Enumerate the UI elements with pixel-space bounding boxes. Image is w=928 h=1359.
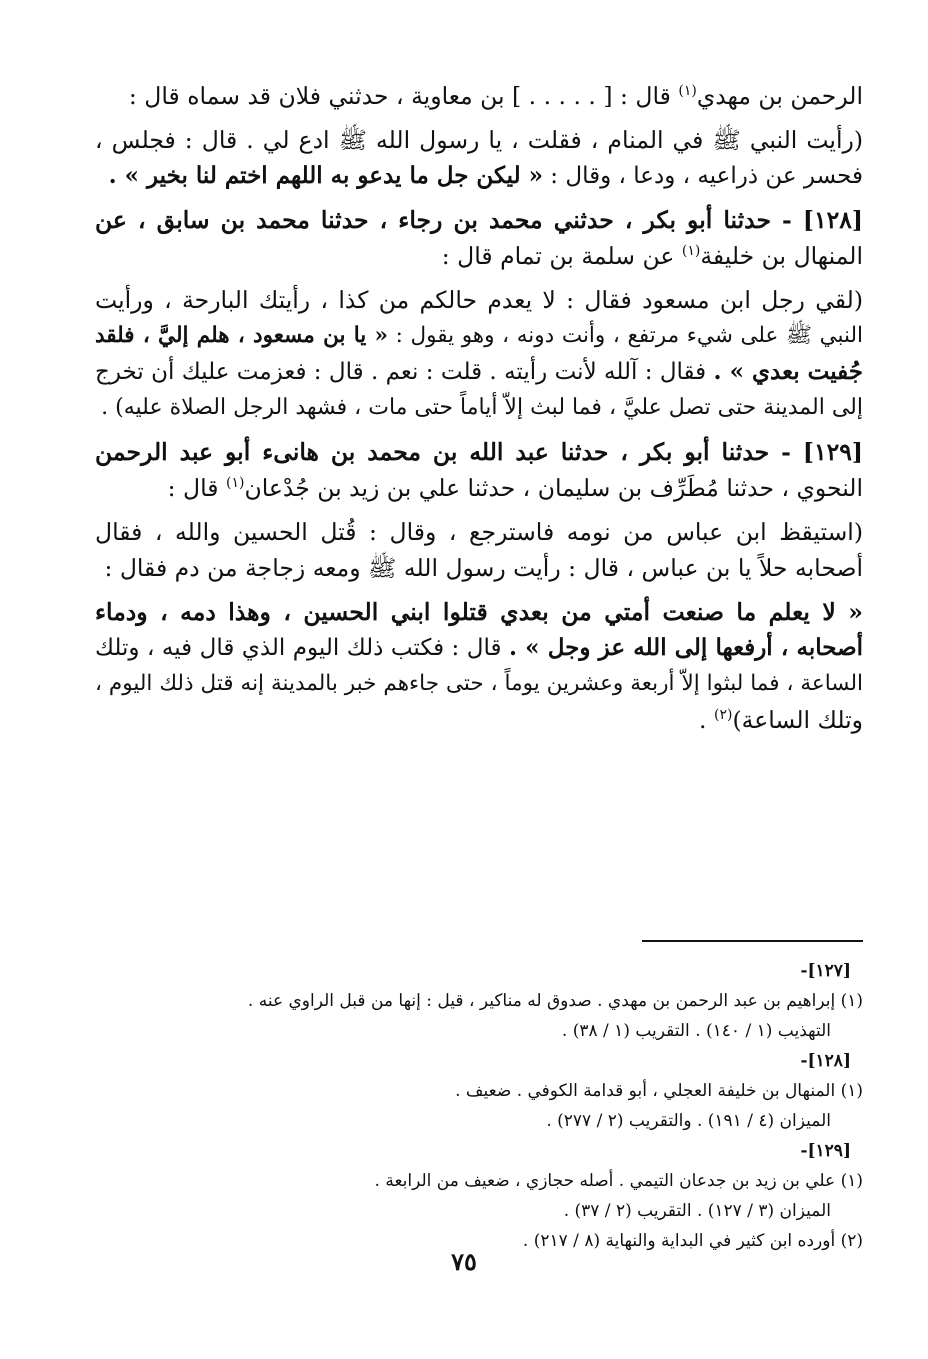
footnote-ref[interactable]: (٢) xyxy=(713,707,733,724)
text-run: الرحمن بن مهدي xyxy=(696,82,863,110)
main-text xyxy=(95,78,863,738)
paragraph-narration-dream xyxy=(95,122,863,194)
text-line xyxy=(95,702,863,738)
paragraph-hadith-128 xyxy=(95,202,863,274)
footnote-divider xyxy=(642,940,863,942)
text-line xyxy=(95,354,863,390)
paragraph-narration-ibn-masud xyxy=(95,282,863,426)
text-line xyxy=(95,470,863,506)
text-line xyxy=(95,318,863,354)
footnote-item: (١) إبراهيم بن عبد الرحمن بن مهدي . صدوق له مناكير ، قيل : إنها من قبل الراوي عنه . xyxy=(247,991,863,1011)
text-line xyxy=(95,78,863,114)
hadith-quote: « ليكن جل ما يدعو به اللهم اختم لنا بخير » . xyxy=(108,162,543,189)
paragraph-narration-ibn-abbas xyxy=(95,514,863,586)
text-line xyxy=(95,202,863,238)
footnote-citation: الميزان (٤ / ١٩١) . والتقريب (٢ / ٢٧٧) . xyxy=(546,1111,831,1131)
hadith-quote: « يا بن مسعود ، هلم إليَّ ، فلقد xyxy=(95,323,388,348)
text-line: أصحابه حلاً يا بن عباس ، قال : رأيت رسول الله ﷺ ومعه زجاجة من دم فقال : xyxy=(104,554,863,582)
hadith-heading-129: [١٢٩] - حدثنا أبو بكر ، حدثنا عبد الله بن محمد بن هانىء أبو عبد الرحمن xyxy=(95,438,863,466)
text-run: قال : xyxy=(167,474,219,502)
footnote-ref[interactable]: (١) xyxy=(678,83,697,100)
book-page xyxy=(95,78,864,1251)
text-line xyxy=(95,158,863,194)
text-line: إلى المدينة حتى تصل عليَّ ، فما لبث إلاّ أياماً حتى مات ، فشهد الرجل الصلاة عليه) . xyxy=(101,395,863,420)
footnote-item: (٢) أورده ابن كثير في البداية والنهاية (٨ / ٢١٧) . xyxy=(522,1231,863,1251)
text-line: (لقي رجل ابن مسعود فقال : لا يعدم حالكم من كذا ، رأيتك البارحة ، ورأيت xyxy=(95,286,863,314)
footnotes xyxy=(95,956,863,1256)
text-run: المنهال بن خليفة xyxy=(700,242,863,270)
page-number: ٧٥ xyxy=(451,1247,477,1276)
text-run: قال : [ . . . . . ] بن معاوية ، حدثني فلان قد سماه قال : xyxy=(128,82,671,110)
text-run: . xyxy=(699,706,707,734)
paragraph-continuation xyxy=(95,78,863,114)
text-line xyxy=(95,238,863,274)
text-line: (استيقظ ابن عباس من نومه فاسترجع ، وقال : قُتل الحسين والله ، فقال xyxy=(95,518,863,546)
footnote-section-label: [١٢٧]- xyxy=(800,961,851,981)
footnote-section-label: [١٢٨]- xyxy=(800,1051,851,1071)
text-line: الساعة ، فما لبثوا إلاّ أربعة وعشرين يوماً ، حتى جاءهم خبر بالمدينة إنه قتل ذلك اليوم ، xyxy=(95,671,863,696)
text-run: فقال : آلله لأنت رأيته . قلت : نعم . قال : فعزمت عليك أن تخرج xyxy=(95,359,707,385)
hadith-quote: « لا يعلم ما صنعت أمتي من بعدي قتلوا ابني الحسين ، وهذا دمه ، ودماء xyxy=(95,598,863,626)
footnote-section-label: [١٢٩]- xyxy=(800,1141,851,1161)
footnote-item: (١) المنهال بن خليفة العجلي ، أبو قدامة الكوفي . ضعيف . xyxy=(455,1081,863,1101)
text-run: النحوي ، حدثنا مُطَرِّف بن سليمان ، حدثنا علي بن زيد بن جُدْعان xyxy=(244,474,863,502)
text-run: فحسر عن ذراعيه ، ودعا ، وقال : xyxy=(550,163,863,189)
footnote-citation: الميزان (٣ / ١٢٧) . التقريب (٢ / ٣٧) . xyxy=(563,1201,831,1221)
text-line xyxy=(95,434,863,470)
text-run: عن سلمة بن تمام قال : xyxy=(441,242,675,270)
footnote-ref[interactable]: (١) xyxy=(225,475,245,492)
hadith-heading-128: [١٢٨] - حدثنا أبو بكر ، حدثني محمد بن رجاء ، حدثنا محمد بن سابق ، عن xyxy=(95,206,863,234)
hadith-quote: جُفيت بعدي » . xyxy=(713,358,864,385)
hadith-quote: أصحابه ، أرفعها إلى الله عز وجل » . xyxy=(508,634,863,661)
text-run: قال : فكتب ذلك اليوم الذي قال فيه ، وتلك xyxy=(95,635,502,661)
text-line xyxy=(95,630,863,666)
footnote-citation: التهذيب (١ / ١٤٠) . التقريب (١ / ٣٨) . xyxy=(561,1021,831,1041)
paragraph-prophet-quote xyxy=(95,594,863,738)
text-line: (رأيت النبي ﷺ في المنام ، فقلت ، يا رسول الله ﷺ ادع لي . قال : فجلس ، xyxy=(95,126,863,154)
footnote-ref[interactable]: (١) xyxy=(681,243,701,260)
text-run: وتلك الساعة) xyxy=(732,706,863,734)
paragraph-hadith-129 xyxy=(95,434,863,506)
text-run: النبي ﷺ على شيء مرتفع ، وأنت دونه ، وهو يقول : xyxy=(395,323,863,348)
text-line xyxy=(95,594,863,630)
footnote-item: (١) علي بن زيد بن جدعان التيمي . أصله حجازي ، ضعيف من الرابعة . xyxy=(374,1171,863,1191)
